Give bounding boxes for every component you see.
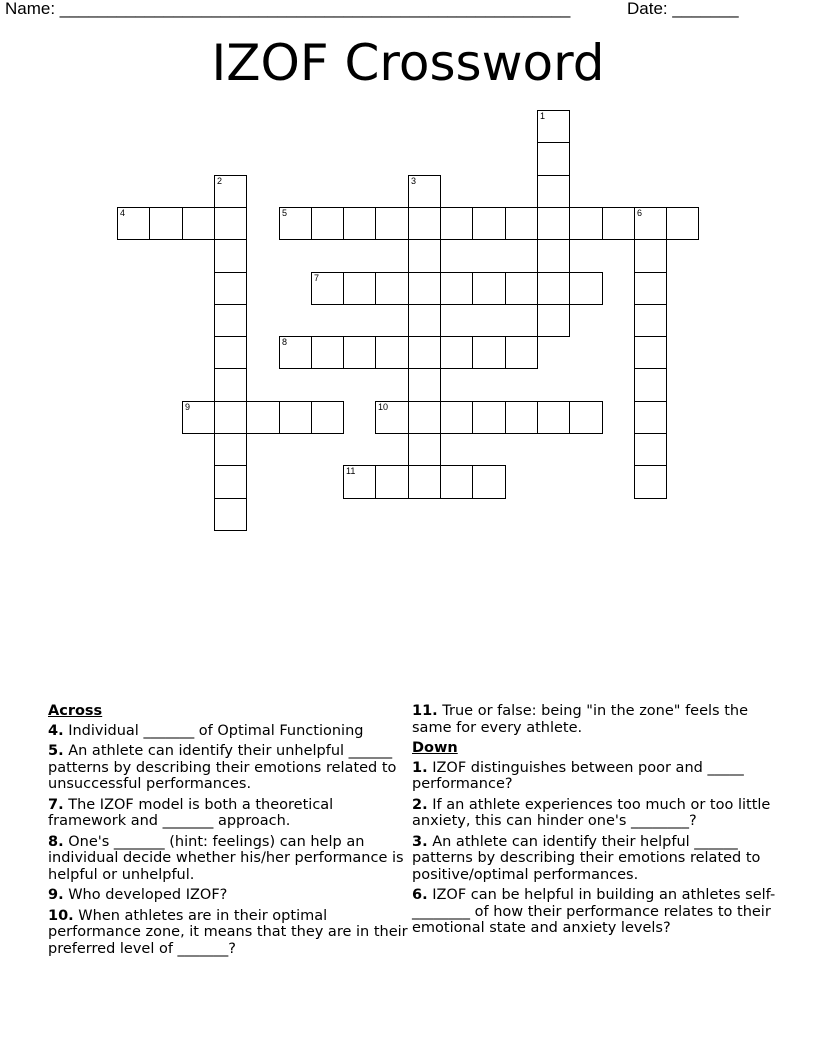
clue-across-10: 10. When athletes are in their optimal performance zone, it means that they are in their preferred level of _______? [48,907,408,957]
grid-cell[interactable] [634,207,667,240]
grid-cell[interactable] [214,304,247,337]
grid-cell[interactable] [311,336,344,369]
clue-across-4: 4. Individual _______ of Optimal Functioning [48,722,364,739]
clue-down-2: 2. If an athlete experiences too much or too little anxiety, this can hinder one's ________? [412,796,771,829]
clue-across-11: 11. True or false: being "in the zone" feels the same for every athlete. [412,703,749,736]
grid-cell[interactable] [117,207,150,240]
clue-number: 8 [282,337,288,347]
grid-cell[interactable] [408,401,441,434]
grid-cell[interactable] [408,336,441,369]
grid-cell[interactable] [634,336,667,369]
grid-cell[interactable] [375,207,409,240]
grid-cell[interactable] [505,336,538,369]
grid-cell[interactable] [537,304,570,337]
grid-cell[interactable] [634,272,667,305]
grid-cell[interactable] [246,401,280,434]
grid-cell[interactable] [634,401,667,434]
grid-cell[interactable] [343,207,376,240]
grid-cell[interactable] [537,207,570,240]
grid-cell[interactable] [472,465,506,499]
grid-cell[interactable] [214,272,247,305]
grid-cell[interactable] [440,465,473,499]
grid-cell[interactable] [214,433,247,466]
grid-cell[interactable] [634,433,667,466]
grid-cell[interactable] [408,433,441,466]
grid-cell[interactable] [537,142,570,176]
grid-cell[interactable] [408,304,441,337]
grid-cell[interactable] [182,401,215,434]
grid-cell[interactable] [440,401,473,434]
grid-cell[interactable] [214,239,247,273]
clue-number: 7 [314,273,320,283]
grid-cell[interactable] [634,368,667,402]
grid-cell[interactable] [666,207,699,240]
grid-cell[interactable] [311,401,344,434]
grid-cell[interactable] [408,175,441,208]
grid-cell[interactable] [569,401,603,434]
clue-down-6: 6. IZOF can be helpful in building an athletes self-________ of how their performance relates to their emotional state and anxiety levels? [412,887,776,936]
grid-cell[interactable] [537,239,570,273]
clue-number: 9 [185,402,191,412]
grid-cell[interactable] [343,465,376,499]
grid-cell[interactable] [569,272,603,305]
clue-across-7: 7. The IZOF model is both a theoretical framework and _______ approach. [48,796,334,829]
grid-cell[interactable] [279,401,312,434]
clue-number: 1 [540,111,546,121]
clue-across-8: 8. One's _______ (hint: feelings) can help an individual decide whether his/her performance is helpful or unhelpful. [48,833,404,883]
clue-number: 11 [346,466,356,476]
grid-cell[interactable] [505,207,538,240]
clue-number: 10 [378,402,389,412]
grid-cell[interactable] [472,336,506,369]
grid-cell[interactable] [440,336,473,369]
page-title: IZOF Crossword [211,34,605,92]
clue-down-1: 1. IZOF distinguishes between poor and _____ performance? [412,759,744,792]
grid-cell[interactable] [408,239,441,273]
grid-cell[interactable] [214,498,247,531]
grid-cell[interactable] [537,272,570,305]
grid-cell[interactable] [602,207,635,240]
grid-cell[interactable] [375,465,409,499]
name-field-label[interactable]: Name: ______________________________________________________ [5,0,571,18]
grid-cell[interactable] [149,207,183,240]
grid-cell[interactable] [375,401,409,434]
grid-cell[interactable] [343,336,376,369]
grid-cell[interactable] [214,207,247,240]
grid-cell[interactable] [505,272,538,305]
clue-across-9: 9. Who developed IZOF? [48,887,228,903]
clue-across-5: 5. An athlete can identify their unhelpful ______ patterns by describing their emotions related to unsuccessful performances. [48,743,397,792]
grid-cell[interactable] [440,272,473,305]
grid-cell[interactable] [214,336,247,369]
grid-cell[interactable] [472,401,506,434]
clue-number: 2 [217,176,223,186]
grid-cell[interactable] [537,401,570,434]
grid-cell[interactable] [408,207,441,240]
clue-number: 4 [120,208,126,218]
grid-cell[interactable] [408,368,441,402]
grid-cell[interactable] [408,272,441,305]
grid-cell[interactable] [311,207,344,240]
grid-cell[interactable] [634,304,667,337]
grid-cell[interactable] [375,336,409,369]
date-field-label[interactable]: Date: _______ [627,0,739,18]
grid-cell[interactable] [634,239,667,273]
clue-number: 3 [411,176,417,186]
grid-cell[interactable] [311,272,344,305]
grid-cell[interactable] [375,272,409,305]
grid-cell[interactable] [279,336,312,369]
grid-cell[interactable] [537,175,570,208]
grid-cell[interactable] [343,272,376,305]
grid-cell[interactable] [214,465,247,499]
grid-cell[interactable] [505,401,538,434]
grid-cell[interactable] [214,401,247,434]
clue-number: 6 [637,208,643,218]
grid-cell[interactable] [214,368,247,402]
down-clues [412,703,777,941]
grid-cell[interactable] [214,175,247,208]
clue-down-3: 3. An athlete can identify their helpful ______ patterns by describing their emotions related to positive/optimal performances. [412,833,761,883]
grid-cell[interactable] [182,207,215,240]
grid-cell[interactable] [472,272,506,305]
grid-cell[interactable] [408,465,441,499]
grid-cell[interactable] [569,207,603,240]
grid-cell[interactable] [634,465,667,499]
grid-cell[interactable] [472,207,506,240]
across-clues [48,703,408,961]
grid-cell[interactable] [440,207,473,240]
grid-cell[interactable] [279,207,312,240]
down-heading: Down [412,740,458,756]
across-heading: Across [48,703,103,719]
grid-cell[interactable] [537,110,570,143]
clue-number: 5 [282,208,288,218]
